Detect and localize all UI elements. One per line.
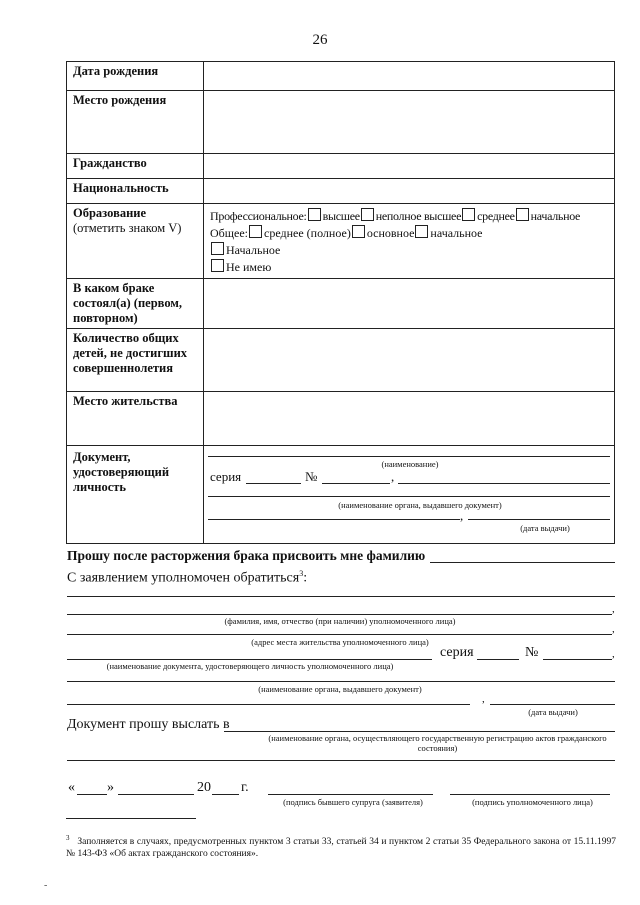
field-marriage[interactable] [204, 279, 615, 329]
date-year-suffix: г. [241, 780, 249, 795]
comma-org: , [482, 693, 485, 705]
option-primary-prof: начальное [530, 209, 581, 223]
id-number-line[interactable] [322, 483, 390, 484]
applicant-form-table [66, 61, 615, 544]
caption-address: (адрес места жительства уполномоченного лица) [251, 637, 429, 647]
date-month-line[interactable] [118, 794, 194, 795]
sign-former-spouse-caption: (подпись бывшего супруга (заявителя) [283, 797, 423, 807]
field-children[interactable] [204, 329, 615, 392]
education-none-line [210, 259, 608, 276]
authorized-line-2[interactable] [67, 614, 612, 615]
row-nationality [67, 179, 615, 204]
option-none: Не имею [226, 260, 272, 274]
row-children [67, 329, 615, 392]
id-caption-name: (наименование) [381, 459, 439, 469]
authorized-text: С заявлением уполномочен обратиться$^3$: [67, 569, 308, 586]
id-caption-org: (наименование органа, выдавшего документ) [338, 500, 502, 510]
send-doc-line[interactable] [224, 731, 615, 732]
id-comma-1: , [391, 469, 395, 484]
checkbox-basic[interactable] [352, 225, 365, 238]
caption-fio: (фамилия, имя, отчество (при наличии) уполномоченного лица) [224, 616, 456, 626]
general-label: Общее: [210, 226, 248, 240]
caption-issue-date: (дата выдачи) [528, 707, 578, 717]
comma-address: , [612, 623, 615, 635]
education-professional-line [210, 208, 608, 225]
field-citizenship[interactable] [204, 154, 615, 179]
row-residence [67, 392, 615, 446]
checkbox-secondary-prof[interactable] [462, 208, 475, 221]
label-children: Количество общих детей, не достигших совершеннолетия [67, 329, 204, 392]
series-line[interactable] [477, 659, 519, 660]
option-basic: основное [366, 226, 415, 240]
id-org-line[interactable] [208, 496, 610, 497]
checkbox-none[interactable] [211, 259, 224, 272]
footnote [66, 832, 616, 860]
send-doc-text: Документ прошу выслать в [67, 717, 230, 732]
caption-org: (наименование органа, выдавшего документ) [258, 684, 422, 694]
field-birth-date[interactable] [204, 62, 615, 91]
checkbox-secondary-full[interactable] [249, 225, 262, 238]
label-birth-date: Дата рождения [67, 62, 204, 91]
date-open-quote: « [68, 780, 75, 795]
date-day-line[interactable] [77, 794, 107, 795]
id-series-line[interactable] [246, 483, 301, 484]
professional-label: Профессиональное: [210, 209, 307, 223]
send-doc-line-2[interactable] [67, 760, 615, 761]
field-nationality[interactable] [204, 179, 615, 204]
row-citizenship [67, 154, 615, 179]
field-birth-place[interactable] [204, 91, 615, 154]
series-label: серия [440, 645, 474, 660]
id-org-line-2[interactable] [208, 519, 460, 520]
address-line[interactable] [67, 634, 612, 635]
id-name-line[interactable] [208, 456, 610, 457]
label-nationality: Национальность [67, 179, 204, 204]
education-hint: (отметить знаком V) [73, 221, 182, 235]
option-secondary-prof: среднее [477, 209, 515, 223]
authorized-label: С заявлением уполномочен обратиться [67, 570, 300, 586]
org-line-2[interactable] [67, 704, 470, 705]
checkbox-primary-prof[interactable] [516, 208, 529, 221]
comma-number: , [612, 648, 615, 660]
comma-fio: , [612, 603, 615, 615]
label-id-document: Документ, удостоверяющий личность [67, 446, 204, 544]
date-close-quote: » [107, 780, 114, 795]
label-education [67, 204, 204, 279]
education-title: Образование [73, 206, 147, 220]
row-birth-date [67, 62, 615, 91]
doc-name-line[interactable] [67, 659, 432, 660]
sign-former-spouse-line[interactable] [268, 794, 433, 795]
page-number: 26 [312, 32, 328, 48]
authorized-line-1[interactable] [67, 596, 615, 597]
sign-authorized-line[interactable] [450, 794, 610, 795]
label-residence: Место жительства [67, 392, 204, 446]
id-extra-line[interactable] [398, 483, 610, 484]
scan-mark: - [44, 880, 48, 891]
education-elementary-line [210, 242, 608, 259]
label-birth-place: Место рождения [67, 91, 204, 154]
send-doc-caption: (наименование органа, осуществляющего государственную регистрацию актов гражданского состояния) [268, 733, 607, 753]
checkbox-incomplete-higher[interactable] [361, 208, 374, 221]
option-elementary: Начальное [226, 243, 281, 257]
checkbox-higher[interactable] [308, 208, 321, 221]
surname-request-text: Прошу после расторжения брака присвоить мне фамилию [67, 548, 426, 563]
id-number-label: № [305, 469, 318, 484]
field-residence[interactable] [204, 392, 615, 446]
checkbox-elementary[interactable] [211, 242, 224, 255]
issue-date-line[interactable] [490, 704, 615, 705]
option-incomplete-higher: неполное высшее [375, 209, 462, 223]
label-citizenship: Гражданство [67, 154, 204, 179]
sign-authorized-caption: (подпись уполномоченного лица) [472, 797, 593, 807]
row-marriage [67, 279, 615, 329]
row-birth-place [67, 91, 615, 154]
option-primary-general: начальное [430, 226, 483, 240]
checkbox-primary-general[interactable] [415, 225, 428, 238]
surname-line[interactable] [430, 562, 615, 563]
org-line[interactable] [67, 681, 615, 682]
id-caption-date: (дата выдачи) [520, 523, 570, 533]
number-label: № [525, 645, 539, 660]
date-year-prefix: 20 [197, 780, 211, 795]
date-year-line[interactable] [212, 794, 239, 795]
number-line[interactable] [543, 659, 612, 660]
option-higher: высшее [322, 209, 360, 223]
id-date-line[interactable] [468, 519, 610, 520]
footnote-number: 3 [66, 834, 70, 842]
id-comma-2: , [460, 508, 464, 523]
field-education [204, 204, 615, 279]
authorized-footnote-mark: 3 [299, 569, 304, 578]
footnote-text: Заполняется в случаях, предусмотренных пунктом 3 статьи 33, статьей 34 и пунктом 2 статьи 35 Федерального закона от 15.11.1997 № 143-ФЗ «Об актах гражданского состояния». [66, 837, 616, 860]
option-secondary-full: среднее (полное) [264, 226, 351, 240]
id-series-label: серия [210, 469, 242, 484]
education-general-line [210, 225, 608, 242]
caption-doc-name: (наименование документа, удостоверяющего личность уполномоченного лица) [106, 661, 394, 671]
footnote-divider [66, 818, 196, 819]
row-education [67, 204, 615, 279]
label-marriage: В каком браке состоял(а) (первом, повторном) [67, 279, 204, 329]
